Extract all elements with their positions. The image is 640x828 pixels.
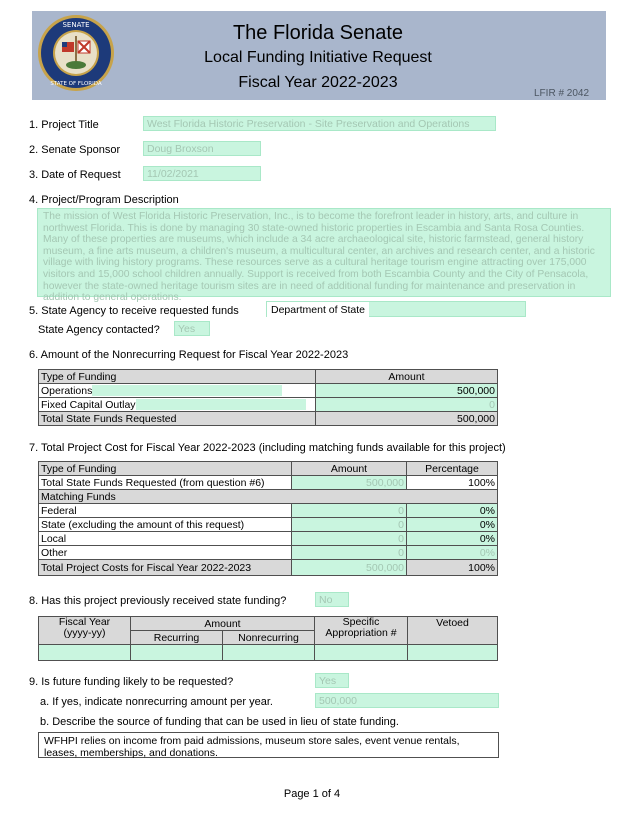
specific-appropriation-field[interactable] <box>315 645 408 661</box>
recurring-field[interactable] <box>131 645 223 661</box>
federal-label: Federal <box>39 504 292 518</box>
state-agency-value: Department of State <box>267 302 369 318</box>
col-amount: Amount <box>292 462 407 476</box>
table-row <box>39 546 498 560</box>
funding-type-fixed-capital: Fixed Capital Outlay <box>39 398 316 412</box>
matching-funds-row <box>39 490 498 504</box>
table-row <box>39 476 498 490</box>
table-total-row <box>39 560 498 576</box>
col-vetoed: Vetoed <box>408 617 498 645</box>
state-funds-label: Total State Funds Requested (from question #6) <box>39 476 292 490</box>
table-row <box>39 384 498 398</box>
fixed-capital-amount-field[interactable]: 0 <box>316 398 498 412</box>
vetoed-field[interactable] <box>408 645 498 661</box>
table-header-row <box>39 617 498 631</box>
previous-funding-table <box>38 616 498 661</box>
matching-funds-label: Matching Funds <box>39 490 498 504</box>
date-of-request-field[interactable]: 11/02/2021 <box>143 166 261 181</box>
table-row <box>39 518 498 532</box>
state-funds-amount: 500,000 <box>292 476 407 490</box>
table-row <box>39 532 498 546</box>
state-matching-pct: 0% <box>407 518 498 532</box>
table-row <box>39 398 498 412</box>
operations-amount-field[interactable]: 500,000 <box>316 384 498 398</box>
funding-source-label: b. Describe the source of funding that can be used in lieu of state funding. <box>40 716 399 728</box>
col-nonrecurring: Nonrecurring <box>223 631 315 645</box>
table-row <box>39 645 498 661</box>
total-project-cost-table <box>38 461 498 576</box>
col-type-of-funding: Type of Funding <box>39 462 292 476</box>
funding-source-field[interactable]: WFHPI relies on income from paid admissions, museum store sales, event venue rentals, leases, memberships, and donations. <box>38 732 499 758</box>
federal-amount-field[interactable]: 0 <box>292 504 407 518</box>
other-amount-field[interactable]: 0 <box>292 546 407 560</box>
federal-pct: 0% <box>407 504 498 518</box>
col-type-of-funding: Type of Funding <box>39 370 316 384</box>
svg-text:SENATE: SENATE <box>62 21 90 29</box>
col-fiscal-year: Fiscal Year (yyyy-yy) <box>39 617 131 645</box>
total-project-costs-pct: 100% <box>407 560 498 576</box>
senate-sponsor-label: 2. Senate Sponsor <box>29 144 121 156</box>
project-description-field[interactable]: The mission of West Florida Historic Preservation, Inc., is to become the forefront leader in history, arts, and culture in northwest Florida. This is done by managing 30 state-owned historic properties in Escambia and Santa Rosa Counties. Many of these properties are museums, which include a 34 acre archaeological site, historic farmstead, general history museum, a fine arts museum, a children's museum, a multicultural center, an archives and research center, and a historic village with living history programs. These resources serve as a cultural heritage tourism engine attracting over 175,000 visitors and 15,000 school children annually. Support is received from both Escambia County and the City of Pensacola, however the state-owned heritage tourism sites are in need of additional funding for maintenance and preservation in addition to general operations. <box>37 208 611 297</box>
page-number: Page 1 of 4 <box>283 788 341 800</box>
col-specific-appropriation: Specific Appropriation # <box>315 617 408 645</box>
state-funds-pct: 100% <box>407 476 498 490</box>
future-funding-label: 9. Is future funding likely to be requested? <box>29 676 234 688</box>
previous-funding-field[interactable]: No <box>315 592 349 607</box>
total-project-costs-amount: 500,000 <box>292 560 407 576</box>
form-title: The Florida Senate <box>232 22 404 44</box>
form-subtitle: Local Funding Initiative Request <box>204 49 432 66</box>
project-title-field[interactable]: West Florida Historic Preservation - Site Preservation and Operations <box>143 116 496 131</box>
local-label: Local <box>39 532 292 546</box>
lfir-number: LFIR # 2042 <box>534 88 590 99</box>
local-pct: 0% <box>407 532 498 546</box>
col-amount: Amount <box>316 370 498 384</box>
previous-funding-label: 8. Has this project previously received state funding? <box>29 595 287 607</box>
table-header-row <box>39 370 498 384</box>
agency-contacted-label: State Agency contacted? <box>38 324 160 336</box>
nonrecurring-amount-label: a. If yes, indicate nonrecurring amount per year. <box>40 696 273 708</box>
form-fiscal-year: Fiscal Year 2022-2023 <box>238 74 398 91</box>
other-pct: 0% <box>407 546 498 560</box>
col-amount: Amount <box>131 617 315 631</box>
table-total-row <box>39 412 498 426</box>
total-state-funds-amount: 500,000 <box>316 412 498 426</box>
local-amount-field[interactable]: 0 <box>292 532 407 546</box>
svg-text:STATE OF FLORIDA: STATE OF FLORIDA <box>50 81 102 87</box>
nonrecurring-amount-field[interactable]: 500,000 <box>315 693 499 708</box>
col-recurring: Recurring <box>131 631 223 645</box>
senate-sponsor-field[interactable]: Doug Broxson <box>143 141 261 156</box>
total-project-cost-label: 7. Total Project Cost for Fiscal Year 2022-2023 (including matching funds available for this project) <box>29 442 506 454</box>
state-matching-label: State (excluding the amount of this request) <box>39 518 292 532</box>
nonrecurring-request-table <box>38 369 498 426</box>
project-title-label: 1. Project Title <box>29 119 99 131</box>
funding-type-operations: Operations <box>39 384 316 398</box>
future-funding-field[interactable]: Yes <box>315 673 349 688</box>
nonrecurring-field[interactable] <box>223 645 315 661</box>
agency-contacted-field[interactable]: Yes <box>174 321 210 336</box>
project-description-label: 4. Project/Program Description <box>29 194 179 206</box>
florida-senate-seal-icon <box>37 14 115 92</box>
fiscal-year-field[interactable] <box>39 645 131 661</box>
col-percentage: Percentage <box>407 462 498 476</box>
table-row <box>39 504 498 518</box>
other-label: Other <box>39 546 292 560</box>
date-of-request-label: 3. Date of Request <box>29 169 121 181</box>
total-project-costs-label: Total Project Costs for Fiscal Year 2022-2023 <box>39 560 292 576</box>
state-agency-field[interactable] <box>266 301 526 317</box>
total-state-funds-label: Total State Funds Requested <box>39 412 316 426</box>
state-matching-amount-field[interactable]: 0 <box>292 518 407 532</box>
table-header-row <box>39 462 498 476</box>
state-agency-label: 5. State Agency to receive requested funds <box>29 305 239 317</box>
nonrecurring-request-label: 6. Amount of the Nonrecurring Request for Fiscal Year 2022-2023 <box>29 349 349 361</box>
